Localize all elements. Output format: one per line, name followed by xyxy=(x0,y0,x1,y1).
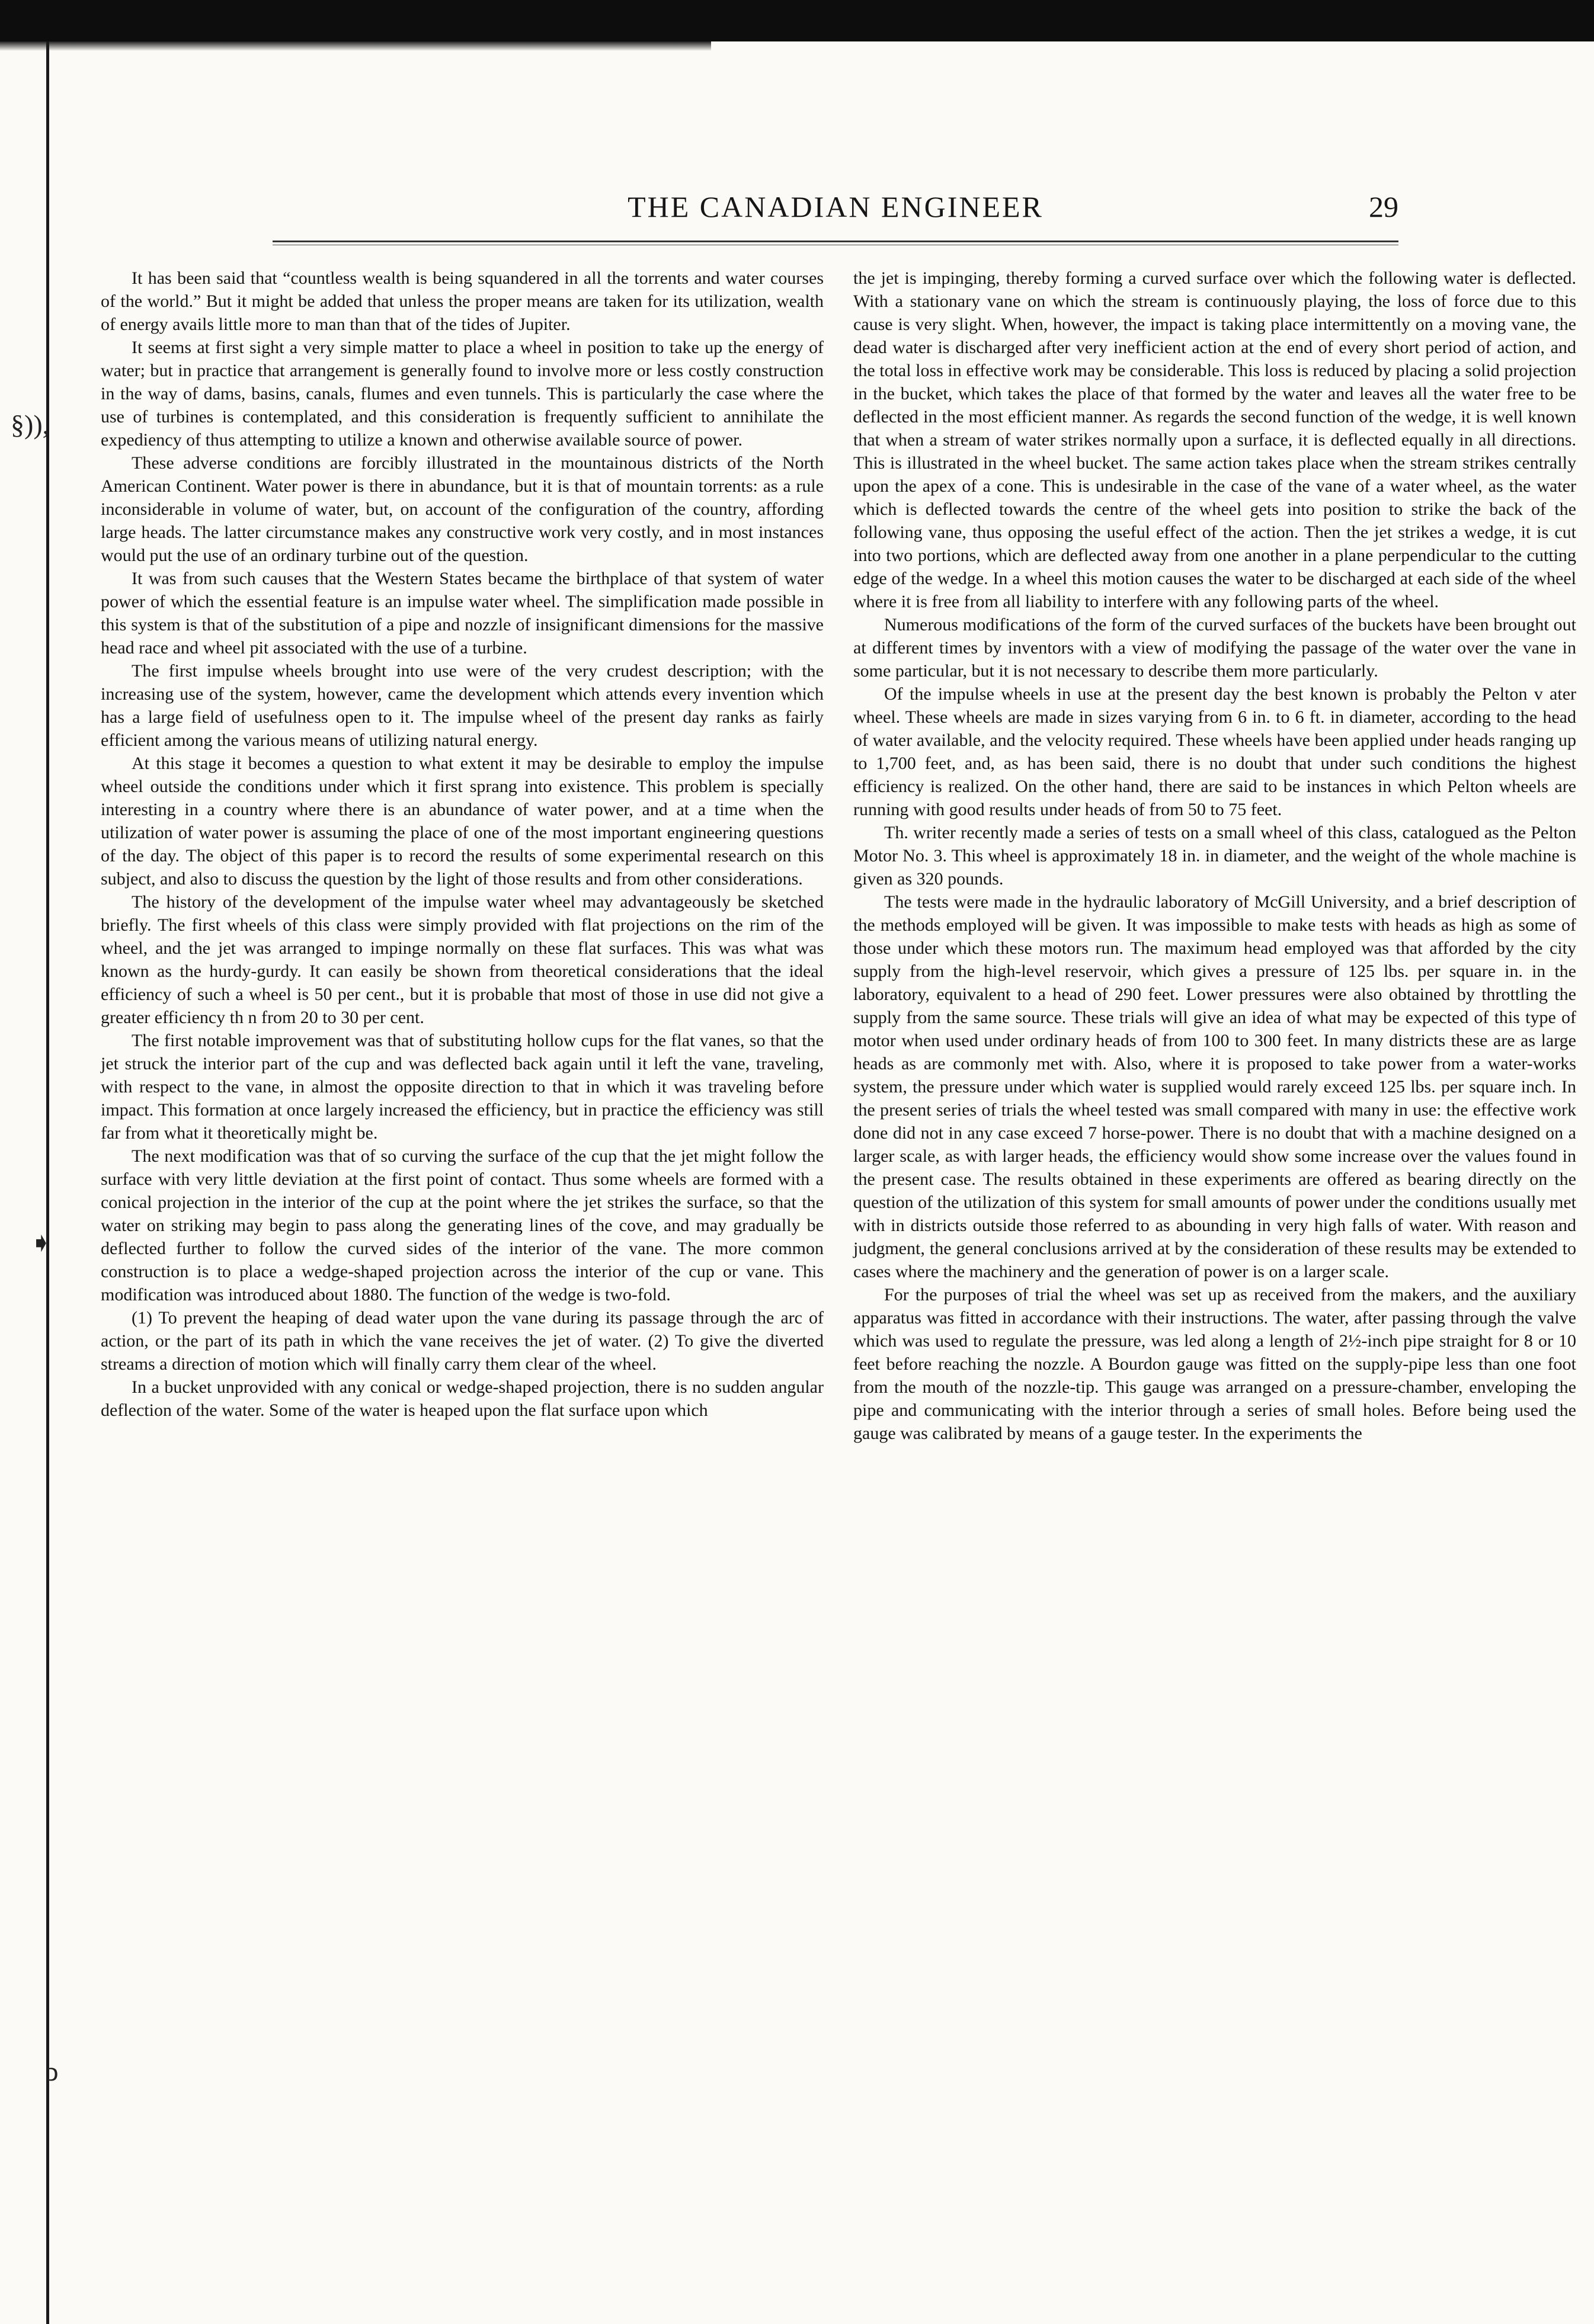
paragraph: The first impulse wheels brought into use were of the very crudest description; with the increasing use of the system, however, came the development which attends every invention which has a large field of usefulness open to it. The impulse wheel of the present day ranks as fairly efficient among the various means of utilizing natural energy. xyxy=(101,661,824,750)
paragraph: (1) To prevent the heaping of dead water upon the vane during its passage through the arc of action, or the part of its path in which the vane receives the jet of water. (2) To give the diverted streams a direction of motion which will finally carry them clear of the wheel. xyxy=(101,1308,824,1374)
paragraph: These adverse conditions are forcibly illustrated in the mountainous districts of the North American Continent. Water power is there in abundance, but it is that of mountain torrents: as a rule inconsiderable in volume of water, but, on account of the configuration of the country, affording large heads. The latter circumstance makes any constructive work very costly, and in most instances would put the use of an ordinary turbine out of the question. xyxy=(101,453,824,565)
paragraph: The history of the development of the impulse water wheel may advantageously be sketched briefly. The first wheels of this class were simply provided with flat projections on the rim of the wheel, and the jet was arranged to impinge normally on these flat surfaces. This was what was known as the hurdy-gurdy. It can easily be shown from theoretical considerations that the ideal efficiency of such a wheel is 50 per cent., but it is probable that most of those in use did not give a greater efficiency th n from 20 to 30 per cent. xyxy=(101,892,824,1027)
margin-mark: ↄ xyxy=(46,2056,59,2086)
paragraph: Of the impulse wheels in use at the present day the best known is probably the Pelton v ater wheel. These wheels are made in sizes varying from 6 in. to 6 ft. in diameter, according to the head of water available, and the velocity required. These wheels have been applied under heads ranging up to 1,700 feet, and, as has been said, there is no doubt that under such conditions the highest efficiency is realized. On the other hand, there are said to be instances in which Pelton wheels are running with good results under heads of from 50 to 75 feet. xyxy=(853,684,1576,819)
running-title: THE CANADIAN ENGINEER xyxy=(628,190,1044,223)
paragraph: At this stage it becomes a question to what extent it may be desirable to employ the impulse wheel outside the conditions under which it first sprang into existence. This problem is specially interesting in a country where there is an abundance of water power, and at a time when the utilization of water power is assuming the place of one of the most important engineering questions of the day. The object of this paper is to record the results of some experimental research on this subject, and also to discuss the question by the light of those results and from other considerations. xyxy=(101,754,824,889)
paragraph: It was from such causes that the Western States became the birthplace of that system of water power of which the essential feature is an impulse water wheel. The simplification made possible in this system is that of the substitution of a pipe and nozzle of insignificant dimensions for the massive head race and wheel pit associated with the use of a turbine. xyxy=(101,569,824,658)
page-header xyxy=(273,190,1398,237)
right-column xyxy=(853,267,1576,1445)
paragraph: The first notable improvement was that of substituting hollow cups for the flat vanes, so that the jet struck the interior part of the cup and was deflected back again until it left the vane, traveling, with respect to the vane, in almost the opposite direction to that in which it was traveling before impact. This formation at once largely increased the efficiency, but in practice the efficiency was still far from what it theoretically might be. xyxy=(101,1031,824,1143)
margin-mark: §)), xyxy=(11,409,50,440)
margin-mark: ➧ xyxy=(30,1227,53,1258)
header-rule xyxy=(273,241,1398,245)
paragraph: In a bucket unprovided with any conical or wedge-shaped projection, there is no sudden angular deflection of the water. Some of the water is heaped upon the flat surface upon which xyxy=(101,1377,824,1420)
paragraph: It seems at first sight a very simple matter to place a wheel in position to take up the energy of water; but in practice that arrangement is generally found to involve more or less costly construction in the way of dams, basins, canals, flumes and even tunnels. This is particularly the case where the use of turbines is contemplated, and this consideration is frequently sufficient to annihilate the expediency of thus attempting to utilize a known and otherwise available source of power. xyxy=(101,338,824,450)
paragraph: Numerous modifications of the form of the curved surfaces of the buckets have been brought out at different times by inventors with a view of modifying the passage of the water over the vane in some particular, but it is not necessary to describe them more particularly. xyxy=(853,615,1576,681)
left-column xyxy=(101,267,824,1422)
paragraph: The next modification was that of so curving the surface of the cup that the jet might follow the surface with very little deviation at the first point of contact. Thus some wheels are formed with a conical projection in the interior of the cup at the point where the jet strikes the surface, so that the water on striking may begin to pass along the generating lines of the cove, and may gradually be deflected further to follow the curved sides of the interior of the vane. The more common construction is to place a wedge-shaped projection across the interior of the cup or vane. This modification was introduced about 1880. The function of the wedge is two-fold. xyxy=(101,1146,824,1304)
paragraph: Th. writer recently made a series of tests on a small wheel of this class, catalogued as the Pelton Motor No. 3. This wheel is approximately 18 in. in diameter, and the weight of the whole machine is given as 320 pounds. xyxy=(853,823,1576,889)
paragraph-continued: the jet is impinging, thereby forming a curved surface over which the following water is deflected. With a stationary vane on which the stream is continuously playing, the loss of force due to this cause is very slight. When, however, the impact is taking place intermittently on a moving vane, the dead water is discharged after very inefficient action at the end of every short period of action, and the total loss in effective work may be considerable. This loss is reduced by placing a solid projection in the bucket, which takes the place of that formed by the water and leaves all the water free to be deflected in the most efficient manner. As regards the second function of the wedge, it is well known that when a stream of water strikes normally upon a surface, it is deflected equally in all directions. This is illustrated in the wheel bucket. The same action takes place when the stream strikes centrally upon the apex of a cone. This is undesirable in the case of the vane of a water wheel, as the water which is deflected towards the centre of the wheel gets into position to strike the back of the following vane, thus opposing the useful effect of the action. Then the jet strikes a wedge, it is cut into two portions, which are deflected away from one another in a plane perpendicular to the cutting edge of the wedge. In a wheel this motion causes the water to be discharged at each side of the wheel where it is free from all liability to interfere with any following parts of the wheel. xyxy=(853,268,1576,611)
paragraph: It has been said that “countless wealth is being squandered in all the torrents and water courses of the world.” But it might be added that unless the proper means are taken for its utilization, wealth of energy avails little more to man than that of the tides of Jupiter. xyxy=(101,268,824,334)
scan-top-bar xyxy=(0,0,1594,41)
paragraph: For the purposes of trial the wheel was set up as received from the makers, and the auxiliary apparatus was fitted in accordance with their instructions. The water, after passing through the valve which was used to regulate the pressure, was led along a length of 2½-inch pipe straight for 8 or 10 feet before reaching the nozzle. A Bourdon gauge was fitted on the supply-pipe less than one foot from the mouth of the nozzle-tip. This gauge was arranged on a pressure-chamber, enveloping the pipe and communicating with the interior through a series of small holes. Before being used the gauge was calibrated by means of a gauge tester. In the experiments the xyxy=(853,1285,1576,1443)
page-number: 29 xyxy=(1369,190,1398,223)
binding-edge-rule xyxy=(46,41,49,2324)
paragraph: The tests were made in the hydraulic laboratory of McGill University, and a brief description of the methods employed will be given. It was impossible to make tests with heads as high as some of those under which these motors run. The maximum head employed was that afforded by the city supply from the high-level reservoir, which gives a pressure of 125 lbs. per square in. in the laboratory, equivalent to a head of 290 feet. Lower pressures were also obtained by throttling the supply from the same source. These trials will give an idea of what may be expected of this type of motor when used under ordinary heads of from 100 to 300 feet. In many districts these are as large heads as are commonly met with. Also, where it is proposed to take power from a water-works system, the pressure under which water is supplied would rarely exceed 125 lbs. per square inch. In the present series of trials the wheel tested was small compared with many in use: the effective work done did not in any case exceed 7 horse-power. There is no doubt that with a machine designed on a larger scale, as with larger heads, the efficiency would show some increase over the values found in the present case. The results obtained in these experiments are offered as bearing directly on the question of the utilization of this system for small amounts of power under the conditions usually met with in districts outside those referred to as abounding in very high falls of water. With reason and judgment, the general conclusions arrived at by the consideration of these results may be extended to cases where the machinery and the generation of power is on a larger scale. xyxy=(853,892,1576,1281)
